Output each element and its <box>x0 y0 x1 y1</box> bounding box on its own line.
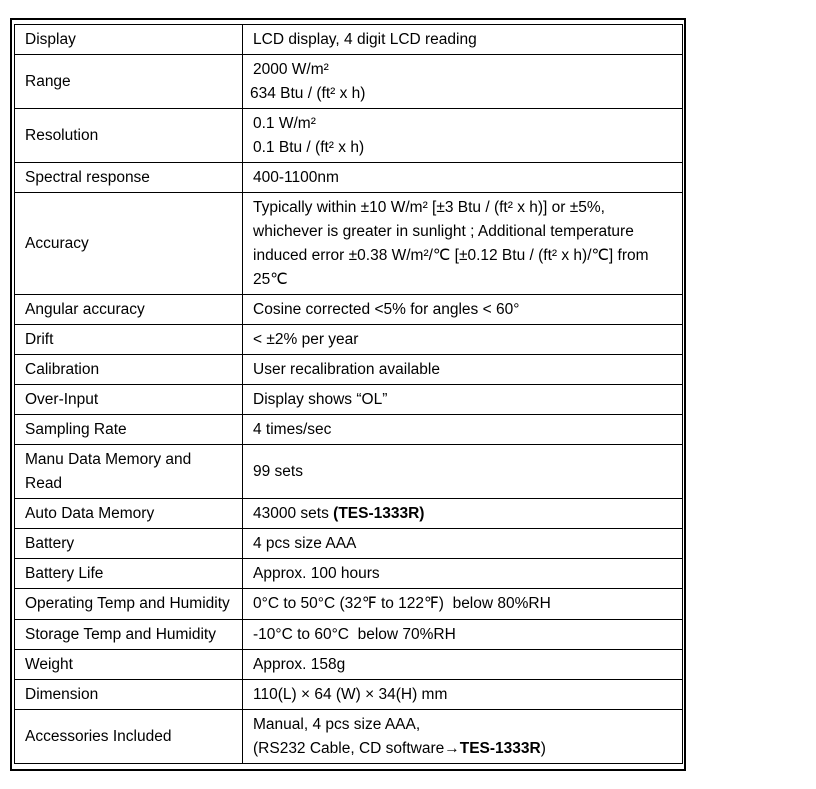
spec-label: Accessories Included <box>15 710 243 764</box>
spec-label: Weight <box>15 650 243 680</box>
table-row <box>15 55 683 109</box>
value-line: 634 Btu / (ft² x h) <box>250 84 366 102</box>
spec-label: Auto Data Memory <box>15 499 243 529</box>
value-line: Display shows “OL” <box>253 390 388 408</box>
value-line: Approx. 100 hours <box>253 564 380 582</box>
value-line: 2000 W/m² <box>253 60 329 78</box>
value-line: 400-1100nm <box>253 168 339 186</box>
table-row <box>15 620 683 650</box>
value-line-text: (RS232 Cable, CD software→ <box>253 739 460 757</box>
label-line: Read <box>25 474 63 492</box>
table-row <box>15 445 683 499</box>
value-line: LCD display, 4 digit LCD reading <box>253 30 477 48</box>
spec-label: Calibration <box>15 355 243 385</box>
value-line: 0.1 W/m² <box>253 114 316 132</box>
spec-value <box>243 559 683 589</box>
model-name: (TES-1333R) <box>333 504 425 522</box>
spec-label: Sampling Rate <box>15 415 243 445</box>
value-line <box>253 737 672 761</box>
table-row <box>15 193 683 295</box>
table-row <box>15 529 683 559</box>
value-line: 43000 sets <box>253 504 334 522</box>
spec-label: Display <box>15 25 243 55</box>
table-row <box>15 499 683 529</box>
spec-value <box>243 650 683 680</box>
spec-value <box>243 109 683 163</box>
spec-label: Storage Temp and Humidity <box>15 620 243 650</box>
value-line: -10°C to 60°C below 70%RH <box>253 625 456 643</box>
table-row <box>15 650 683 680</box>
label-line: Manu Data Memory and <box>25 450 192 468</box>
value-line: 0°C to 50°C (32℉ to 122℉) below 80%RH <box>253 595 551 612</box>
value-line: 0.1 Btu / (ft² x h) <box>253 138 365 156</box>
value-line: < ±2% per year <box>253 330 359 348</box>
value-line: 110(L) × 64 (W) × 34(H) mm <box>253 685 448 703</box>
spec-label: Operating Temp and Humidity <box>15 589 243 620</box>
spec-label <box>15 445 243 499</box>
spec-value <box>243 355 683 385</box>
spec-value <box>243 415 683 445</box>
value-line: whichever is greater in sunlight ; Additional temperature <box>253 222 634 240</box>
value-line: User recalibration available <box>253 360 440 378</box>
spec-value <box>243 385 683 415</box>
spec-label: Battery Life <box>15 559 243 589</box>
spec-value <box>243 325 683 355</box>
value-line: Manual, 4 pcs size AAA, <box>253 715 421 733</box>
model-name: TES-1333R <box>459 739 541 757</box>
value-line: induced error ±0.38 W/m²/℃ [±0.12 Btu / (ft² x h)/℃] from <box>253 246 649 264</box>
spec-label: Spectral response <box>15 163 243 193</box>
table-row <box>15 710 683 764</box>
spec-label: Angular accuracy <box>15 295 243 325</box>
table-row <box>15 109 683 163</box>
spec-table <box>14 24 683 764</box>
spec-value <box>243 499 683 529</box>
spec-label: Battery <box>15 529 243 559</box>
table-row <box>15 385 683 415</box>
table-row <box>15 680 683 710</box>
value-line: Cosine corrected <5% for angles < 60° <box>253 300 520 318</box>
value-line: 4 times/sec <box>253 420 332 438</box>
table-row <box>15 355 683 385</box>
spec-value <box>243 589 683 620</box>
table-row <box>15 295 683 325</box>
value-line: 25℃ <box>253 270 288 288</box>
spec-label: Over-Input <box>15 385 243 415</box>
spec-label: Accuracy <box>15 193 243 295</box>
spec-label: Drift <box>15 325 243 355</box>
value-line: Approx. 158g <box>253 655 346 673</box>
table-row <box>15 325 683 355</box>
value-line: Typically within ±10 W/m² [±3 Btu / (ft² x h)] or ±5%, <box>253 198 605 216</box>
spec-value <box>243 295 683 325</box>
value-line: 99 sets <box>253 462 303 480</box>
table-row <box>15 589 683 620</box>
spec-label: Dimension <box>15 680 243 710</box>
spec-label: Resolution <box>15 109 243 163</box>
table-row <box>15 163 683 193</box>
value-line-tail: ) <box>540 739 546 757</box>
spec-label: Range <box>15 55 243 109</box>
spec-value <box>243 529 683 559</box>
spec-value <box>243 163 683 193</box>
value-line: 4 pcs size AAA <box>253 534 357 552</box>
table-row <box>15 415 683 445</box>
spec-value <box>243 55 683 109</box>
spec-value <box>243 193 683 295</box>
spec-value <box>243 710 683 764</box>
table-row <box>15 559 683 589</box>
spec-value <box>243 680 683 710</box>
table-row <box>15 25 683 55</box>
spec-value <box>243 25 683 55</box>
spec-value <box>243 445 683 499</box>
spec-value <box>243 620 683 650</box>
